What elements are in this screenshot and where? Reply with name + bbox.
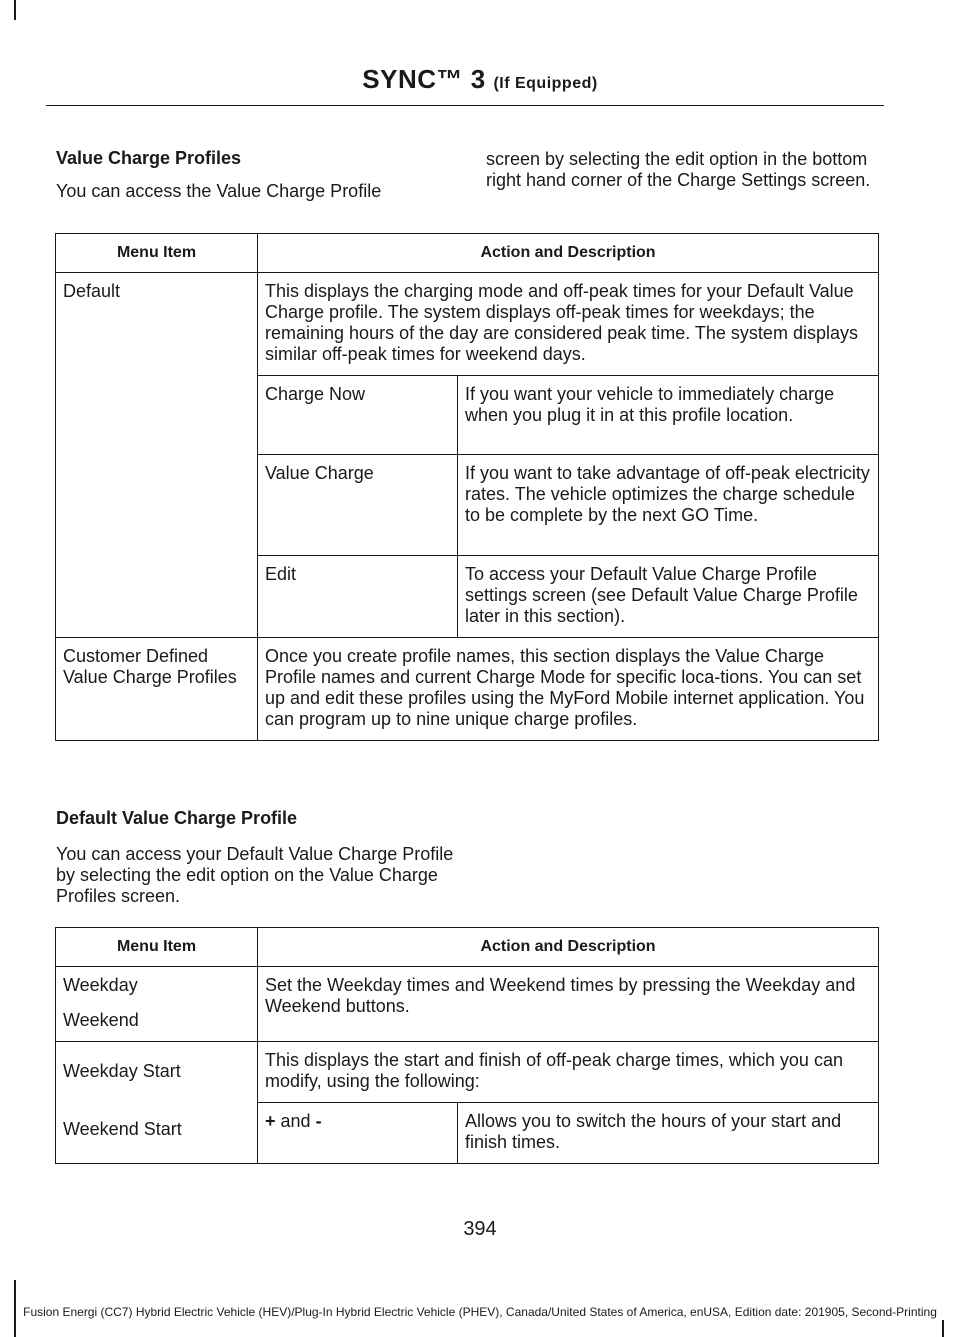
table2-item-weekday-start: Weekday Start [63, 1061, 181, 1081]
table1-header-action: Action and Description [258, 234, 879, 273]
table2-cell-start-desc: This displays the start and finish of off-peak charge times, which you can modify, using the following: [258, 1042, 879, 1103]
header-title-main: SYNC™ 3 [362, 64, 486, 94]
table2-header-menu-item: Menu Item [56, 928, 258, 967]
crop-mark-bottom-right [942, 1320, 944, 1337]
table2-cell-plus-minus [258, 1103, 458, 1164]
table1-cell-default-desc: This displays the charging mode and off-peak times for your Default Value Charge profile. The system displays off-peak times for weekdays; the remaining hours of the day are considered peak time. The system displays similar off-peak times for weekend days. [258, 273, 879, 376]
section-heading-default-value-charge-profile: Default Value Charge Profile [56, 808, 298, 828]
section1-intro-right: screen by selecting the edit option in the bottom right hand corner of the Charge Settings screen. [486, 149, 871, 190]
crop-mark-top-left [14, 0, 16, 20]
table2-cell-weekday-weekend [56, 967, 258, 1042]
value-charge-profiles-table [55, 233, 879, 741]
table1-cell-default: Default [56, 273, 258, 638]
plus-minus-and: and [275, 1111, 316, 1131]
table1-cell-charge-now: Charge Now [258, 376, 458, 455]
table2-cell-plus-minus-desc: Allows you to switch the hours of your start and finish times. [458, 1103, 879, 1164]
section1-intro-left: You can access the Value Charge Profile [56, 181, 382, 201]
page-number: 394 [463, 1218, 497, 1240]
table1-cell-charge-now-desc: If you want your vehicle to immediately charge when you plug it in at this profile location. [458, 376, 879, 455]
table2-item-weekend-start: Weekend Start [63, 1119, 182, 1139]
table1-cell-value-charge: Value Charge [258, 455, 458, 556]
plus-symbol: + [265, 1111, 276, 1131]
table2-item-weekend: Weekend [63, 1010, 139, 1030]
section-heading-value-charge-profiles: Value Charge Profiles [56, 148, 242, 168]
header-divider [46, 105, 884, 106]
table1-cell-edit: Edit [258, 556, 458, 638]
table2-header-action: Action and Description [258, 928, 879, 967]
table1-cell-value-charge-desc: If you want to take advantage of off-peak electricity rates. The vehicle optimizes the charge schedule to be complete by the next GO Time. [458, 455, 879, 556]
table1-cell-customer-defined: Customer Defined Value Charge Profiles [56, 638, 258, 741]
table2-cell-weekday-weekend-desc: Set the Weekday times and Weekend times by pressing the Weekday and Weekend buttons. [258, 967, 879, 1042]
table2-item-weekday: Weekday [63, 975, 138, 995]
table1-cell-edit-desc: To access your Default Value Charge Profile settings screen (see Default Value Charge Profile later in this section). [458, 556, 879, 638]
table1-header-menu-item: Menu Item [56, 234, 258, 273]
section2-intro: You can access your Default Value Charge Profile by selecting the edit option on the Value Charge Profiles screen. [56, 844, 454, 906]
table1-cell-customer-defined-desc: Once you create profile names, this section displays the Value Charge Profile names and current Charge Mode for specific loca-tions. You can set up and edit these profiles using the MyFord Mobile internet application. You can program up to nine unique charge profiles. [258, 638, 879, 741]
page-title [0, 64, 960, 95]
table2-cell-start-items [56, 1042, 258, 1164]
header-subtitle: (If Equipped) [493, 75, 598, 92]
minus-symbol: - [315, 1111, 322, 1131]
footer-text: Fusion Energi (CC7) Hybrid Electric Vehicle (HEV)/Plug-In Hybrid Electric Vehicle (PHEV), Canada/United States of America, enUSA, Edition date: 201905, Second-Printing [23, 1305, 937, 1319]
default-value-charge-profile-table [55, 927, 879, 1164]
